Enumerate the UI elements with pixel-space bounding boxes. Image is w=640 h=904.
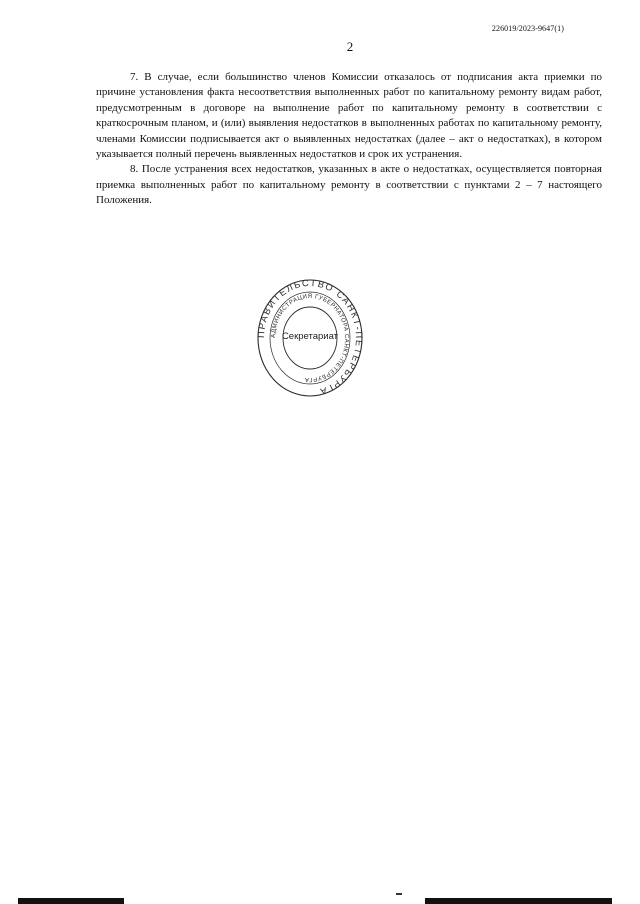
scan-edge-mark-center	[396, 893, 402, 895]
document-body	[96, 70, 602, 209]
paragraph-7: 7. В случае, если большинство членов Комиссии отказалось от подписания акта приемки по причине установления факта несоответствия выполненных работ по капитальному ремонту видам работ, предусмотренным в договоре на выполнение работ по капитальному ремонту в соответствии с краткосрочным планом, и (или) выявления недостатков в выполненных работах по капитальному ремонту, членами Комиссии подписывается акт о выявленных недостатках (далее – акт о недостатках), в котором указывается полный перечень выявленных недостатков и срок их устранения.	[96, 71, 602, 161]
official-stamp	[257, 279, 363, 397]
stamp-outer-ring-text: РАВИТЕЛЬСТВО САНКТ- ЕТЕРБУРГА	[257, 279, 363, 397]
stamp-inner-ring-text: АДМИНИСТРАЦИЯ ГУБЕРНАТОРА САНКТ-ПЕТЕРБУРГА	[270, 294, 350, 383]
page-number: 2	[346, 39, 354, 54]
stamp-center-label: Секретариат	[281, 331, 339, 342]
paragraph-8: 8. После устранения всех недостатков, указанных в акте о недостатках, осуществляется повторная приемка выполненных работ по капитальному ремонту в соответствии с пунктами 2 – 7 настоящего Положения.	[96, 163, 602, 207]
scan-edge-mark-right	[425, 898, 612, 904]
document-id: 226019/2023-9647(1)	[491, 24, 564, 33]
scan-edge-mark-left	[18, 898, 124, 904]
